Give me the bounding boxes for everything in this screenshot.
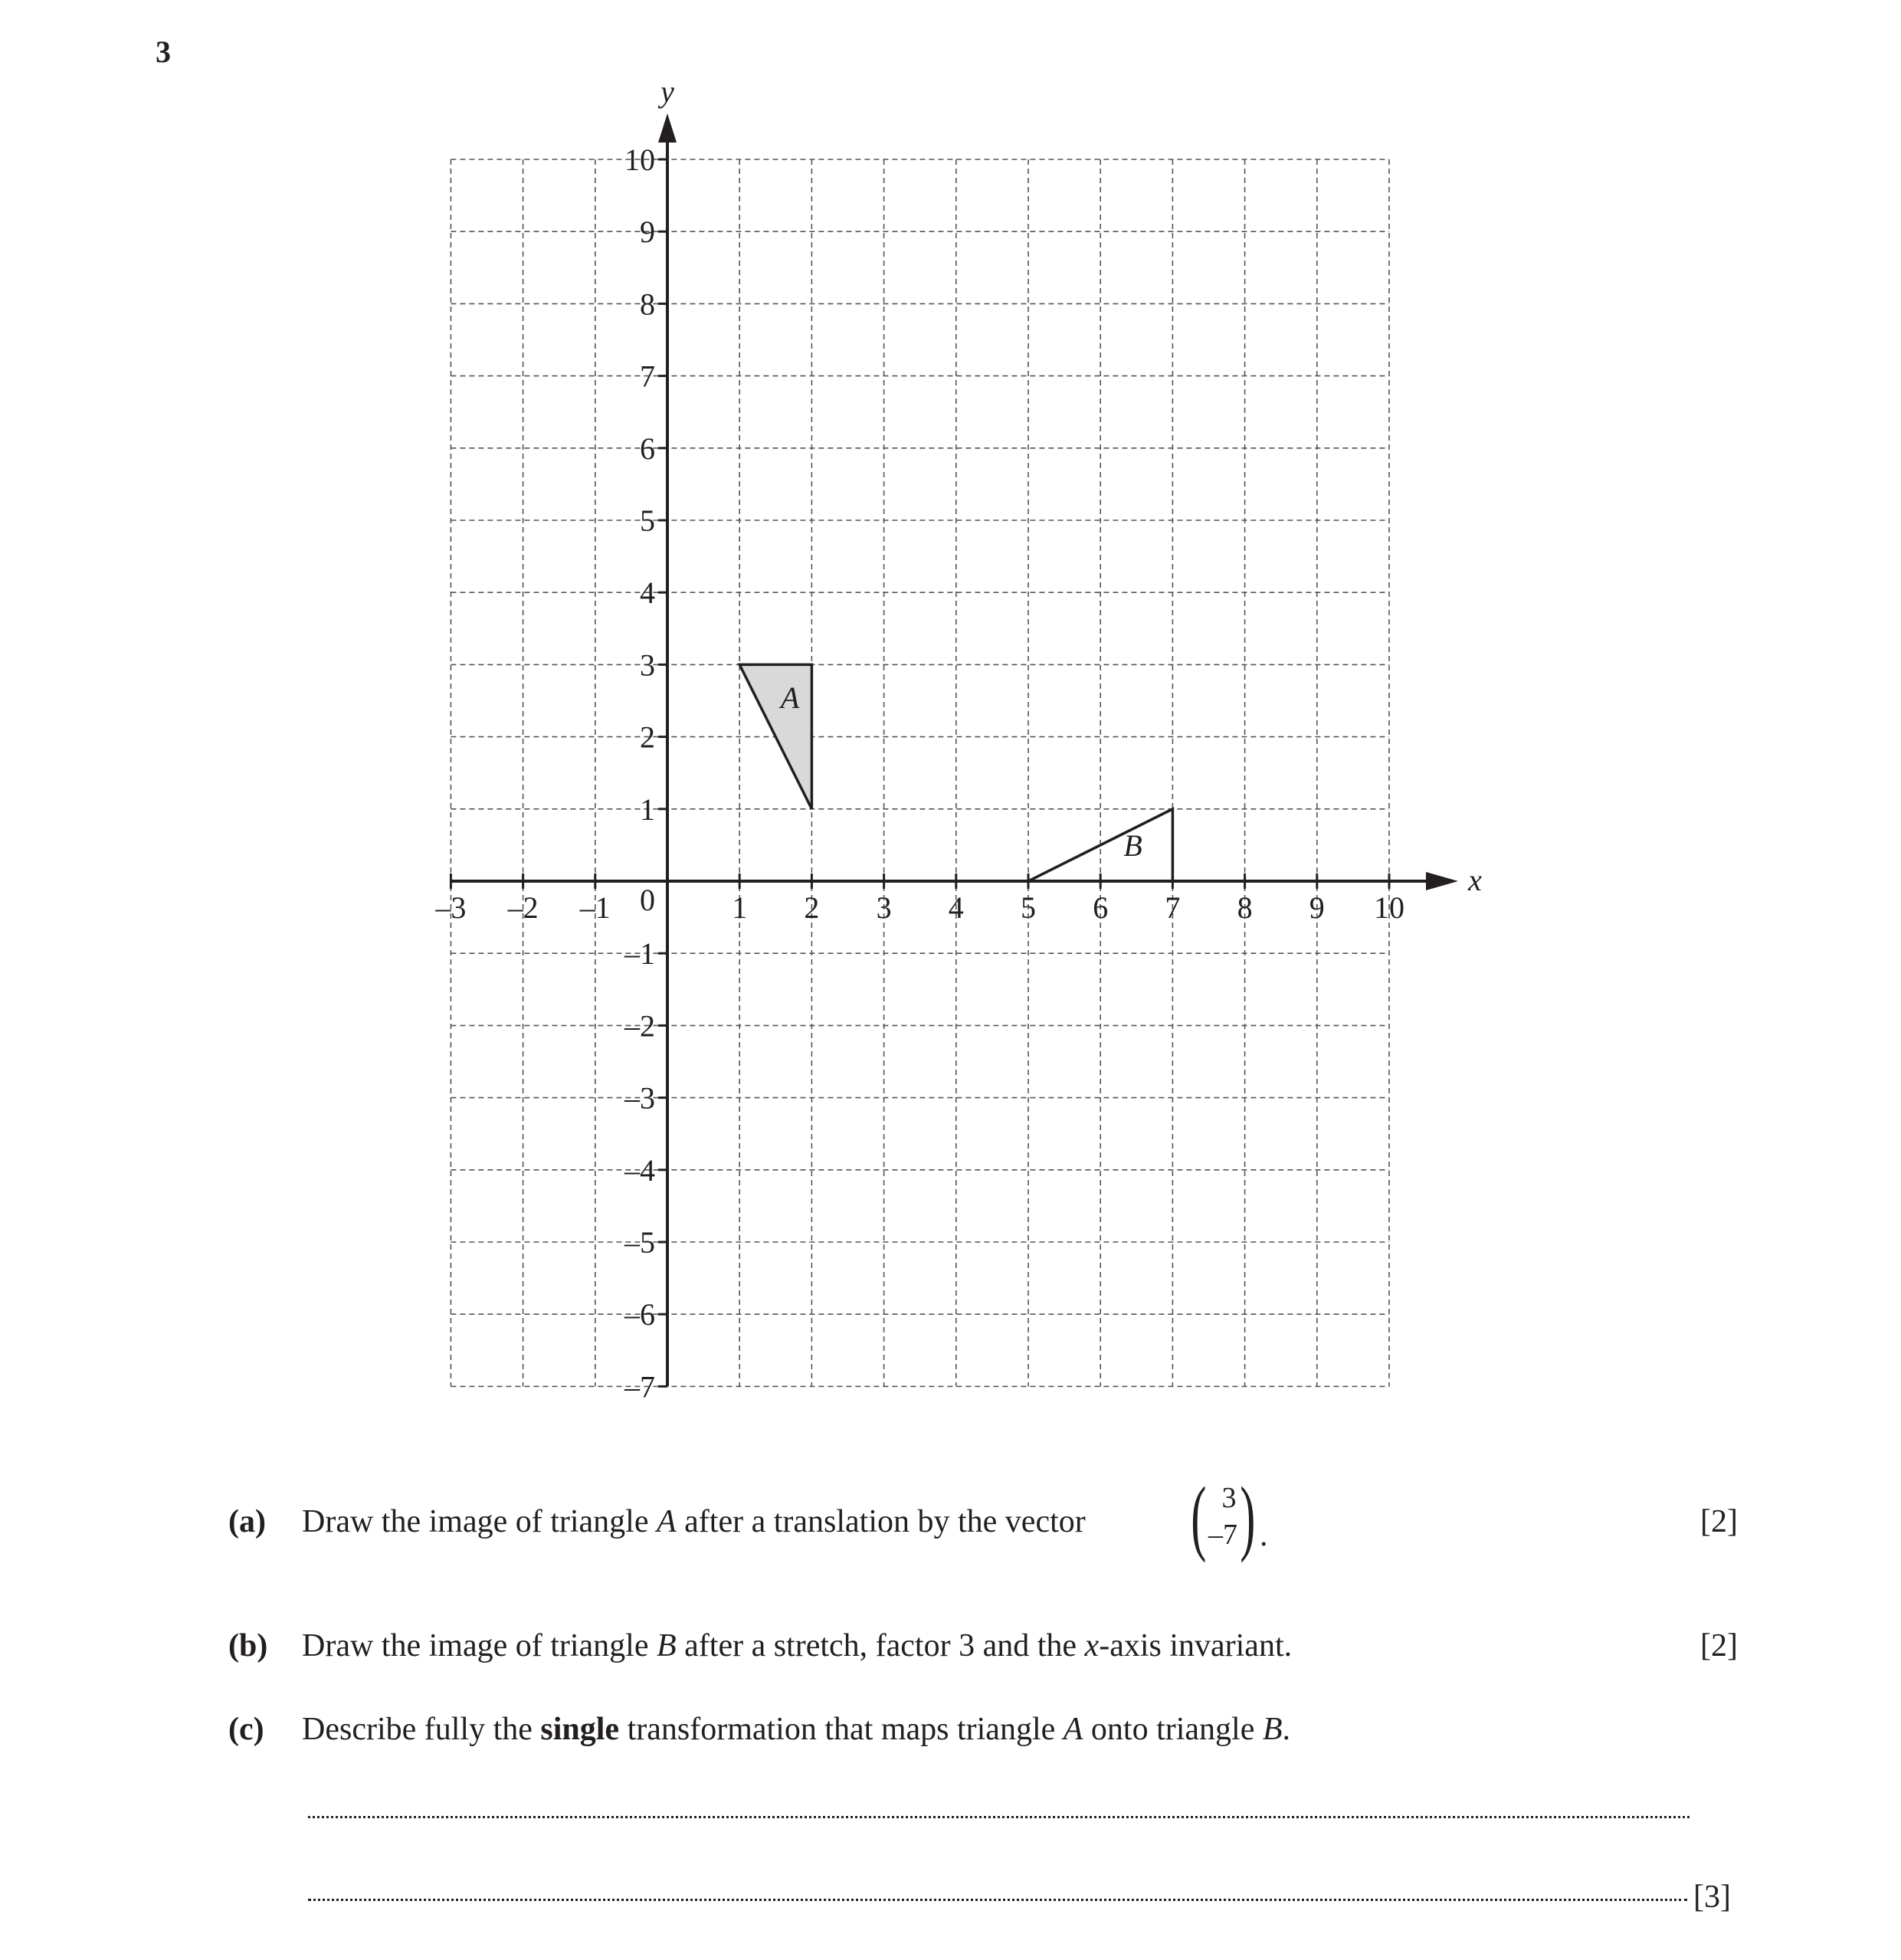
y-tick-label: –6 (624, 1297, 655, 1332)
x-tick-label: –1 (579, 890, 611, 925)
part-a-shape: A (656, 1504, 677, 1539)
y-axis-label: y (660, 74, 674, 109)
x-tick-label: –2 (507, 890, 539, 925)
part-b-text-mid: after a stretch, factor 3 and the (676, 1628, 1085, 1663)
x-tick-label: 4 (948, 890, 964, 925)
part-a-text-before: Draw the image of triangle (302, 1504, 657, 1539)
x-tick-label: 2 (804, 890, 820, 925)
origin-label: 0 (640, 883, 655, 917)
y-tick-label: 1 (640, 792, 655, 827)
triangle-a-label: A (780, 680, 800, 715)
part-b (228, 1630, 1292, 1662)
part-b-shape: B (656, 1628, 677, 1663)
y-tick-label: 5 (640, 503, 655, 538)
part-c-label: (c) (228, 1712, 264, 1747)
y-tick-label: 4 (640, 575, 655, 611)
y-tick-label: 6 (640, 431, 655, 466)
part-c (228, 1713, 1290, 1745)
x-tick-label: –3 (435, 890, 467, 925)
part-c-text-before: Describe fully the (302, 1712, 541, 1747)
y-tick-label: –3 (624, 1080, 655, 1116)
vector-top-value: 3 (1221, 1482, 1237, 1514)
part-c-end: . (1282, 1712, 1291, 1747)
y-tick-label: 8 (640, 287, 655, 322)
x-tick-label: 9 (1309, 890, 1325, 925)
part-c-shape-b: B (1262, 1712, 1283, 1747)
part-c-text-mid: transformation that maps triangle (619, 1712, 1064, 1747)
x-tick-label: 8 (1237, 890, 1253, 925)
x-axis-arrow (1426, 872, 1458, 890)
y-tick-label: –2 (624, 1008, 655, 1044)
triangle-b-label: B (1123, 828, 1142, 864)
x-tick-label: 3 (876, 890, 892, 925)
y-tick-label: 9 (640, 215, 655, 250)
part-a-text-after: after a translation by the vector (676, 1504, 1086, 1539)
x-axis-label: x (1468, 863, 1482, 897)
part-b-axis: x (1084, 1628, 1100, 1663)
y-tick-label: 10 (624, 143, 655, 177)
vector-bottom-value: –7 (1208, 1519, 1237, 1551)
part-a-marks: [2] (1700, 1504, 1738, 1539)
translation-vector (1189, 1470, 1273, 1563)
part-b-text-after: -axis invariant. (1099, 1628, 1293, 1663)
answer-line-2[interactable] (308, 1899, 1687, 1901)
y-tick-label: 7 (640, 359, 655, 394)
answer-line-1[interactable] (308, 1816, 1690, 1818)
y-tick-label: –5 (624, 1225, 655, 1260)
question-number: 3 (156, 34, 171, 69)
part-a-end: . (1260, 1518, 1268, 1553)
y-tick-label: –1 (624, 936, 655, 972)
part-c-text-mid2: onto triangle (1083, 1712, 1263, 1747)
y-tick-label: 3 (640, 647, 655, 683)
part-b-marks: [2] (1700, 1628, 1738, 1663)
part-a-label: (a) (228, 1504, 266, 1539)
x-tick-label: 1 (732, 890, 748, 925)
part-c-bold-word: single (540, 1712, 620, 1747)
part-b-label: (b) (228, 1628, 268, 1663)
x-tick-label: 5 (1021, 890, 1036, 925)
y-tick-label: 2 (640, 719, 655, 755)
vector-right-paren: ) (1240, 1470, 1256, 1563)
part-a (228, 1506, 1086, 1538)
part-b-text-before: Draw the image of triangle (302, 1628, 657, 1663)
part-c-shape-a: A (1063, 1712, 1083, 1747)
vector-left-paren: ( (1191, 1470, 1207, 1563)
x-tick-label: 7 (1165, 890, 1181, 925)
y-tick-label: –7 (624, 1369, 655, 1404)
y-tick-label: –4 (624, 1152, 655, 1188)
x-tick-label: 10 (1374, 890, 1404, 925)
part-c-marks: [3] (1693, 1880, 1731, 1915)
x-tick-label: 6 (1093, 890, 1109, 925)
y-axis-arrow (658, 113, 677, 143)
